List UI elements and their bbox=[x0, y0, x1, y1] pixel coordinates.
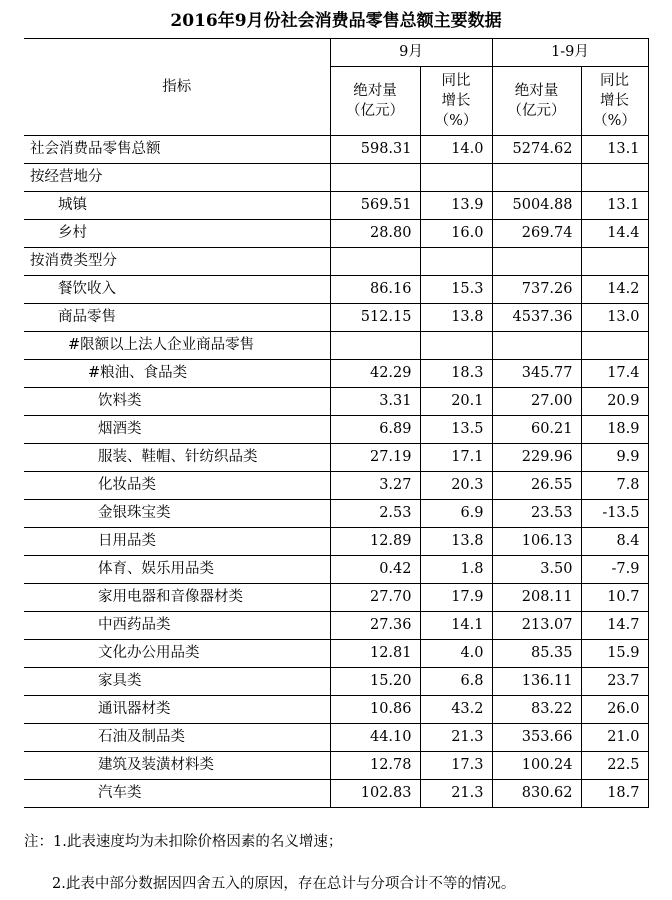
table-row bbox=[24, 724, 648, 752]
yoy-header-label: 同比 增长 （%） bbox=[434, 73, 478, 129]
table-row bbox=[24, 360, 648, 388]
ytd-abs-cell: 830.62 bbox=[492, 780, 581, 808]
sep-abs-cell: 102.83 bbox=[330, 780, 420, 808]
ytd-abs-cell: 5274.62 bbox=[492, 136, 581, 164]
table-row bbox=[24, 556, 648, 584]
ytd-yoy-cell: 14.4 bbox=[581, 220, 648, 248]
yoy-header-jan-sep bbox=[581, 67, 648, 136]
sep-abs-cell: 0.42 bbox=[330, 556, 420, 584]
ytd-yoy-cell: -7.9 bbox=[581, 556, 648, 584]
table-row bbox=[24, 136, 648, 164]
ytd-yoy-cell: 9.9 bbox=[581, 444, 648, 472]
note-2: 2.此表中部分数据因四舍五入的原因，存在总计与分项合计不等的情况。 bbox=[52, 876, 516, 892]
ytd-abs-cell: 60.21 bbox=[492, 416, 581, 444]
ytd-yoy-cell: 13.1 bbox=[581, 192, 648, 220]
table-row bbox=[24, 276, 648, 304]
sep-yoy-cell: 20.3 bbox=[420, 472, 492, 500]
table-row bbox=[24, 696, 648, 724]
sep-yoy-cell: 14.0 bbox=[420, 136, 492, 164]
sep-abs-cell: 42.29 bbox=[330, 360, 420, 388]
ytd-abs-cell: 136.11 bbox=[492, 668, 581, 696]
ytd-abs-cell bbox=[492, 248, 581, 276]
sep-yoy-cell: 43.2 bbox=[420, 696, 492, 724]
ytd-yoy-cell: 14.7 bbox=[581, 612, 648, 640]
yoy-header-label: 同比 增长 （%） bbox=[593, 73, 636, 129]
row-label: 服装、鞋帽、针纺织品类 bbox=[24, 444, 330, 472]
sep-yoy-cell bbox=[420, 332, 492, 360]
sep-yoy-cell: 13.8 bbox=[420, 304, 492, 332]
sep-abs-cell: 6.89 bbox=[330, 416, 420, 444]
sep-abs-cell: 3.31 bbox=[330, 388, 420, 416]
sep-abs-cell: 44.10 bbox=[330, 724, 420, 752]
sep-abs-cell bbox=[330, 164, 420, 192]
table-row bbox=[24, 388, 648, 416]
table-row bbox=[24, 752, 648, 780]
ytd-abs-cell: 353.66 bbox=[492, 724, 581, 752]
sep-abs-cell: 3.27 bbox=[330, 472, 420, 500]
ytd-yoy-cell: 13.0 bbox=[581, 304, 648, 332]
sep-abs-cell: 27.36 bbox=[330, 612, 420, 640]
row-label: 文化办公用品类 bbox=[24, 640, 330, 668]
ytd-yoy-cell: 17.4 bbox=[581, 360, 648, 388]
abs-header-jan-sep bbox=[492, 67, 581, 136]
ytd-yoy-cell: -13.5 bbox=[581, 500, 648, 528]
abs-header-label: 绝对量 （亿元） bbox=[346, 83, 404, 119]
sep-abs-cell: 569.51 bbox=[330, 192, 420, 220]
ytd-yoy-cell: 7.8 bbox=[581, 472, 648, 500]
table-row bbox=[24, 780, 648, 808]
sep-abs-cell: 12.81 bbox=[330, 640, 420, 668]
ytd-abs-cell: 345.77 bbox=[492, 360, 581, 388]
ytd-abs-cell: 737.26 bbox=[492, 276, 581, 304]
sep-yoy-cell: 13.8 bbox=[420, 528, 492, 556]
table-row bbox=[24, 164, 648, 192]
row-label: 家用电器和音像器材类 bbox=[24, 584, 330, 612]
data-table bbox=[24, 38, 649, 808]
row-label: 体育、娱乐用品类 bbox=[24, 556, 330, 584]
sep-abs-cell: 12.89 bbox=[330, 528, 420, 556]
sep-abs-cell: 10.86 bbox=[330, 696, 420, 724]
ytd-abs-cell: 26.55 bbox=[492, 472, 581, 500]
ytd-yoy-cell: 14.2 bbox=[581, 276, 648, 304]
table-row bbox=[24, 640, 648, 668]
sep-yoy-cell: 14.1 bbox=[420, 612, 492, 640]
row-label: 石油及制品类 bbox=[24, 724, 330, 752]
page-title: 2016年9月份社会消费品零售总额主要数据 bbox=[170, 11, 502, 31]
ytd-abs-cell bbox=[492, 332, 581, 360]
abs-header-september bbox=[330, 67, 420, 136]
table-row bbox=[24, 332, 648, 360]
row-label: 按经营地分 bbox=[24, 164, 330, 192]
row-label: 汽车类 bbox=[24, 780, 330, 808]
ytd-yoy-cell: 18.9 bbox=[581, 416, 648, 444]
group-header-september: 9月 bbox=[330, 39, 492, 67]
note-1: 注：1.此表速度均为未扣除价格因素的名义增速； bbox=[24, 834, 343, 850]
ytd-abs-cell: 27.00 bbox=[492, 388, 581, 416]
ytd-yoy-cell: 10.7 bbox=[581, 584, 648, 612]
table-row bbox=[24, 304, 648, 332]
sep-yoy-cell: 21.3 bbox=[420, 780, 492, 808]
ytd-yoy-cell: 23.7 bbox=[581, 668, 648, 696]
row-label: 餐饮收入 bbox=[24, 276, 330, 304]
sep-yoy-cell: 6.9 bbox=[420, 500, 492, 528]
row-label: 社会消费品零售总额 bbox=[24, 136, 330, 164]
ytd-abs-cell: 3.50 bbox=[492, 556, 581, 584]
ytd-abs-cell: 85.35 bbox=[492, 640, 581, 668]
sep-yoy-cell: 4.0 bbox=[420, 640, 492, 668]
sep-yoy-cell: 15.3 bbox=[420, 276, 492, 304]
ytd-yoy-cell: 18.7 bbox=[581, 780, 648, 808]
ytd-yoy-cell: 13.1 bbox=[581, 136, 648, 164]
sep-abs-cell: 12.78 bbox=[330, 752, 420, 780]
row-label: #限额以上法人企业商品零售 bbox=[24, 332, 330, 360]
row-label: 商品零售 bbox=[24, 304, 330, 332]
row-label: 城镇 bbox=[24, 192, 330, 220]
row-label: 烟酒类 bbox=[24, 416, 330, 444]
sep-yoy-cell: 17.1 bbox=[420, 444, 492, 472]
ytd-yoy-cell: 20.9 bbox=[581, 388, 648, 416]
row-label: 建筑及装潢材料类 bbox=[24, 752, 330, 780]
table-row bbox=[24, 612, 648, 640]
table-row bbox=[24, 220, 648, 248]
ytd-abs-cell: 5004.88 bbox=[492, 192, 581, 220]
row-label: 金银珠宝类 bbox=[24, 500, 330, 528]
sep-yoy-cell: 17.3 bbox=[420, 752, 492, 780]
ytd-yoy-cell: 21.0 bbox=[581, 724, 648, 752]
table-row bbox=[24, 444, 648, 472]
sep-abs-cell: 2.53 bbox=[330, 500, 420, 528]
row-label: 日用品类 bbox=[24, 528, 330, 556]
indicator-header: 指标 bbox=[24, 39, 330, 136]
ytd-abs-cell: 100.24 bbox=[492, 752, 581, 780]
sep-abs-cell bbox=[330, 332, 420, 360]
row-label: 饮料类 bbox=[24, 388, 330, 416]
sep-yoy-cell: 21.3 bbox=[420, 724, 492, 752]
sep-yoy-cell bbox=[420, 248, 492, 276]
ytd-yoy-cell: 22.5 bbox=[581, 752, 648, 780]
sep-abs-cell: 27.19 bbox=[330, 444, 420, 472]
sep-abs-cell: 86.16 bbox=[330, 276, 420, 304]
row-label: 乡村 bbox=[24, 220, 330, 248]
sep-abs-cell: 27.70 bbox=[330, 584, 420, 612]
table-row bbox=[24, 472, 648, 500]
sep-abs-cell: 512.15 bbox=[330, 304, 420, 332]
sep-yoy-cell: 20.1 bbox=[420, 388, 492, 416]
sep-yoy-cell: 17.9 bbox=[420, 584, 492, 612]
table-row bbox=[24, 248, 648, 276]
row-label: 按消费类型分 bbox=[24, 248, 330, 276]
abs-header-label: 绝对量 （亿元） bbox=[507, 83, 566, 119]
sep-yoy-cell: 13.9 bbox=[420, 192, 492, 220]
yoy-header-september bbox=[420, 67, 492, 136]
table-row bbox=[24, 416, 648, 444]
ytd-abs-cell: 106.13 bbox=[492, 528, 581, 556]
sep-yoy-cell: 13.5 bbox=[420, 416, 492, 444]
ytd-yoy-cell: 8.4 bbox=[581, 528, 648, 556]
table-row bbox=[24, 500, 648, 528]
table-row bbox=[24, 192, 648, 220]
sep-abs-cell: 598.31 bbox=[330, 136, 420, 164]
group-header-jan-sep: 1-9月 bbox=[492, 39, 648, 67]
ytd-yoy-cell bbox=[581, 332, 648, 360]
row-label: 中西药品类 bbox=[24, 612, 330, 640]
ytd-yoy-cell: 15.9 bbox=[581, 640, 648, 668]
row-label: 通讯器材类 bbox=[24, 696, 330, 724]
ytd-abs-cell bbox=[492, 164, 581, 192]
row-label: #粮油、食品类 bbox=[24, 360, 330, 388]
ytd-yoy-cell bbox=[581, 248, 648, 276]
ytd-abs-cell: 229.96 bbox=[492, 444, 581, 472]
header-row-groups bbox=[24, 39, 648, 67]
sep-yoy-cell: 16.0 bbox=[420, 220, 492, 248]
sep-abs-cell: 15.20 bbox=[330, 668, 420, 696]
row-label: 家具类 bbox=[24, 668, 330, 696]
table-row bbox=[24, 584, 648, 612]
sep-yoy-cell: 18.3 bbox=[420, 360, 492, 388]
sep-yoy-cell: 6.8 bbox=[420, 668, 492, 696]
ytd-yoy-cell bbox=[581, 164, 648, 192]
ytd-yoy-cell: 26.0 bbox=[581, 696, 648, 724]
ytd-abs-cell: 23.53 bbox=[492, 500, 581, 528]
sep-yoy-cell: 1.8 bbox=[420, 556, 492, 584]
table-row bbox=[24, 668, 648, 696]
sep-abs-cell bbox=[330, 248, 420, 276]
sep-yoy-cell bbox=[420, 164, 492, 192]
ytd-abs-cell: 83.22 bbox=[492, 696, 581, 724]
row-label: 化妆品类 bbox=[24, 472, 330, 500]
ytd-abs-cell: 208.11 bbox=[492, 584, 581, 612]
table-row bbox=[24, 528, 648, 556]
sep-abs-cell: 28.80 bbox=[330, 220, 420, 248]
ytd-abs-cell: 4537.36 bbox=[492, 304, 581, 332]
ytd-abs-cell: 269.74 bbox=[492, 220, 581, 248]
ytd-abs-cell: 213.07 bbox=[492, 612, 581, 640]
